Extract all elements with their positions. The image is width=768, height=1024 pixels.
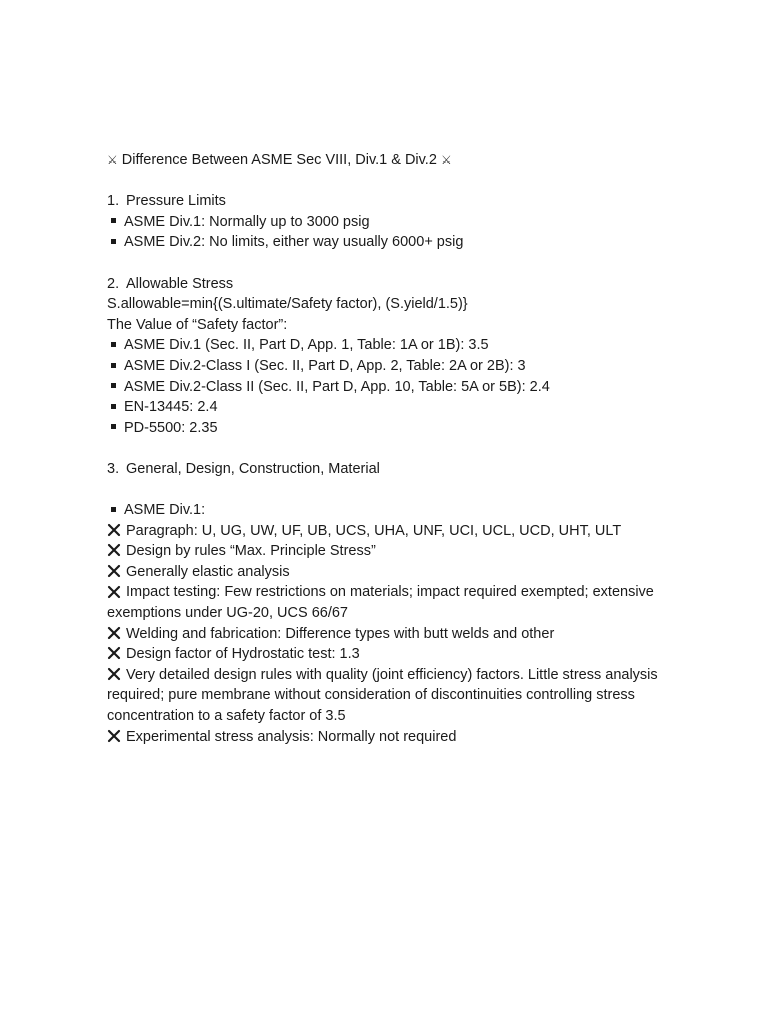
formula-text: S.allowable=min{(S.ultimate/Safety factor), (S.yield/1.5)} [107, 296, 468, 313]
cross-list-item [107, 582, 667, 623]
bullet-text: ASME Div.1: [124, 502, 206, 519]
bullet-item [107, 335, 667, 356]
cross-list-item [107, 624, 667, 645]
cross-mark-icon [107, 729, 121, 743]
cross-mark-icon [107, 646, 121, 660]
spacer [107, 253, 667, 274]
bullet-text: ASME Div.2: No limits, either way usually 6000+ psig [124, 234, 464, 251]
cross-list-item [107, 644, 667, 665]
square-bullet-icon [111, 424, 116, 429]
cross-list-item [107, 541, 667, 562]
square-bullet-icon [111, 507, 116, 512]
section-number: 3. [107, 460, 120, 477]
cross-list-item [107, 727, 667, 748]
bullet-item [107, 212, 667, 233]
section-number: 1. [107, 193, 120, 210]
square-bullet-icon [111, 404, 116, 409]
bullet-text: ASME Div.1: Normally up to 3000 psig [124, 213, 370, 230]
title-text: Difference Between ASME Sec VIII, Div.1 & Div.2 [121, 152, 437, 168]
square-bullet-icon [111, 363, 116, 368]
item-text: Generally elastic analysis [126, 563, 290, 580]
section-heading [107, 459, 667, 480]
item-text: Very detailed design rules with quality (joint efficiency) factors. Little stress analysis required; pure membrane without consideration of discontinuities controlling stress concentration to a safety factor of 3.5 [107, 666, 658, 725]
cross-mark-icon [107, 543, 121, 557]
item-text: Paragraph: U, UG, UW, UF, UB, UCS, UHA, UNF, UCI, UCL, UCD, UHT, ULT [126, 522, 622, 539]
bullet-item [107, 397, 667, 418]
bullet-item [107, 356, 667, 377]
cross-list-item [107, 521, 667, 542]
section-heading-text: Allowable Stress [126, 275, 234, 292]
cross-mark-icon [107, 626, 121, 640]
cross-list-item [107, 562, 667, 583]
crossed-swords-icon: ⚔ [107, 153, 118, 167]
cross-list-item [107, 665, 667, 727]
section-heading-text: General, Design, Construction, Material [126, 460, 380, 477]
square-bullet-icon [111, 218, 116, 223]
bullet-text: PD-5500: 2.35 [124, 419, 218, 436]
cross-mark-icon [107, 564, 121, 578]
bullet-item [107, 500, 667, 521]
bullet-text: ASME Div.2-Class II (Sec. II, Part D, App. 10, Table: 5A or 5B): 2.4 [124, 378, 550, 395]
item-text: Impact testing: Few restrictions on materials; impact required exempted; extensive exemptions under UG-20, UCS 66/67 [107, 584, 654, 622]
square-bullet-icon [111, 383, 116, 388]
square-bullet-icon [111, 239, 116, 244]
section-heading [107, 191, 667, 212]
section-heading [107, 274, 667, 295]
cross-mark-icon [107, 667, 121, 681]
document-body [107, 150, 667, 747]
bullet-text: EN-13445: 2.4 [124, 399, 218, 416]
cross-mark-icon [107, 585, 121, 599]
bullet-text: ASME Div.2-Class I (Sec. II, Part D, App. 2, Table: 2A or 2B): 3 [124, 357, 526, 374]
bullet-text: ASME Div.1 (Sec. II, Part D, App. 1, Table: 1A or 1B): 3.5 [124, 337, 489, 354]
section-heading-text: Pressure Limits [126, 193, 226, 210]
spacer [107, 171, 667, 192]
spacer [107, 438, 667, 459]
square-bullet-icon [111, 342, 116, 347]
document-title [107, 150, 667, 171]
item-text: Design factor of Hydrostatic test: 1.3 [126, 646, 360, 663]
cross-mark-icon [107, 523, 121, 537]
item-text: Design by rules “Max. Principle Stress” [126, 543, 376, 560]
item-text: Experimental stress analysis: Normally not required [126, 728, 457, 745]
intro-text: The Value of “Safety factor”: [107, 316, 288, 333]
crossed-swords-icon: ⚔ [440, 153, 452, 167]
section-number: 2. [107, 275, 120, 292]
bullet-item [107, 232, 667, 253]
bullet-item [107, 377, 667, 398]
item-text: Welding and fabrication: Difference types with butt welds and other [126, 625, 555, 642]
spacer [107, 480, 667, 501]
bullet-item [107, 418, 667, 439]
